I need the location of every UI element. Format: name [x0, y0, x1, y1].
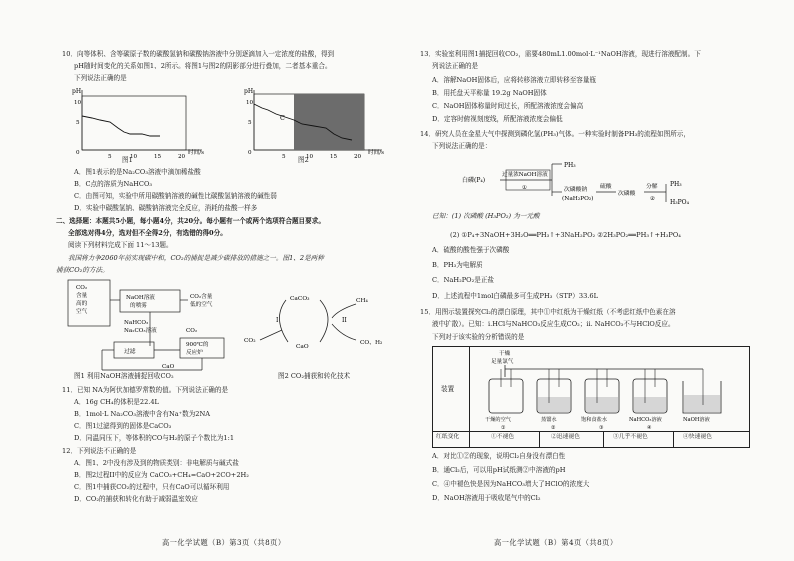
q12-option-d: D．CO₂的捕获和转化有助于减弱温室效应	[74, 495, 198, 503]
q11-option-a: A．16g CH₄的体积是22.4L	[74, 398, 159, 406]
q13-option-a: A．溶解NaOH固体后，应将转移溶液立即转移至容量瓶	[432, 76, 597, 84]
flask-1-label: 干燥的空气	[485, 417, 511, 423]
solids-label-2: Na₂CO₃溶液	[124, 328, 157, 334]
q10-stem-line1: 10．向等体积、含等碳原子数的碳酸氢钠和碳酸钠溶液中分别逐滴加入一定浓度的盐酸，得到	[62, 50, 335, 58]
q14-option-a: A．硫酸的酸性强于次磷酸	[432, 246, 510, 254]
fig1-xtick-10: 10	[130, 154, 138, 160]
q13-option-d: D．定容时俯视刻度线，所配溶液浓度会偏低	[432, 115, 563, 123]
result-4: ④快速褪色	[683, 434, 712, 440]
flask-3-label: 饱和食盐水	[581, 417, 607, 423]
q11-option-b: B．1mol·L Na₂CO₃溶液中含有Na⁺数为2NA	[74, 410, 211, 418]
fig2-ytick-0: 0	[248, 150, 252, 156]
material-line1: 我国将力争2060年前实现碳中和，CO₂的捕捉是减少碳排放的措施之一。图1、2是两种	[68, 254, 324, 262]
flask-4-label: NaHCO₃溶液	[629, 417, 662, 423]
cao-return-label: CaO	[162, 364, 175, 370]
cycle-caco3: CaCO₃	[290, 296, 310, 302]
q10-option-c: C．由图可知，实验中所用碳酸钠溶液的碱性比碳酸氢钠溶液的碱性弱	[74, 192, 277, 200]
air-label-2: 含量	[76, 293, 88, 299]
result-3: ③几乎不褪色	[613, 434, 648, 440]
fig1-xtick-15: 15	[154, 154, 162, 160]
result-2: ②迅速褪色	[551, 434, 580, 440]
flask-1-num: ①	[501, 425, 506, 431]
section2-scoring: 全部选对得4分，选对但不全得2分，有选错的得0分。	[68, 229, 227, 237]
conversion-cycle-diagram	[242, 290, 402, 370]
flask-3	[581, 369, 619, 431]
q13-option-b: B．用托盘天平称量 19.2g NaOH固体	[432, 89, 547, 97]
q10-figure2	[242, 84, 402, 164]
low-air-label-2: 低的空气	[190, 302, 213, 308]
q11-option-d: D．同温同压下，等体积的CO与H₂的原子个数比为1:1	[74, 434, 235, 442]
flask-4	[629, 369, 667, 431]
fig2-shaded-region	[294, 94, 364, 150]
q10-option-b: B．C点的溶质为NaHCO₃	[74, 180, 152, 188]
fig2-ytick-10: 10	[246, 100, 254, 106]
q10-option-d: D．实验中碳酸氢钠、碳酸钠溶液完全反应，消耗的盐酸一样多	[74, 204, 258, 212]
q12-option-c: C．图1中捕获CO₂的过程中，只有CaO可以循环利用	[74, 483, 230, 491]
beaker-naoh	[683, 369, 721, 423]
q15-option-a: A．对比①②的现象，说明Cl₂自身没有漂白性	[432, 452, 566, 460]
flow-reagent: 过量浓NaOH溶液	[502, 172, 548, 178]
q10-figure1	[70, 84, 220, 164]
gas-label-1: 干燥	[499, 351, 511, 357]
flow-acid: 硫酸	[600, 184, 612, 190]
fig2-xlabel: 时间/s	[368, 150, 384, 156]
q14-option-c: C．NaH₂PO₂是正盐	[432, 276, 494, 284]
q15-option-b: B．通Cl₂后，可以用pH试纸测②中溶液的pH	[432, 466, 566, 474]
flow-acid-product: 次磷酸	[618, 191, 636, 197]
q14-option-b: B．PH₃为电解质	[432, 261, 483, 269]
conversion-cycle-caption: 图2 CO₂捕获和转化技术	[278, 372, 351, 380]
fig2-point-c: C	[280, 114, 285, 122]
fig1-caption: 图1	[122, 156, 133, 164]
fig1-ytick-10: 10	[74, 100, 82, 106]
flow-mid-2: (NaH₂PO₂)	[562, 196, 594, 202]
filter-label: 过滤	[124, 349, 136, 355]
q15-option-c: C．④中褪色快是因为NaHCO₃增大了HClO的浓度大	[432, 480, 590, 488]
q10-stem-line2: pH随时间变化的关系如图1、2所示。将图1与图2的阴影部分进行叠加，二者基本重合。	[74, 62, 332, 70]
furnace-label-2: 反应炉	[186, 350, 203, 356]
flask-4-num: ④	[647, 425, 652, 431]
q14-stem-line1: 14．研究人员在金星大气中探测到磷化氢(PH₃)气体。一种实验时制备PH₃的流程如图所示，	[420, 130, 690, 138]
q11-option-c: C．图1过滤得到的固体是CaCO₃	[74, 422, 172, 430]
fig2-caption: 图2	[298, 156, 309, 164]
furnace-label-1: 900℃的	[186, 342, 209, 348]
flask-2-num: ②	[551, 425, 556, 431]
sprayer-box	[120, 290, 180, 312]
q12-option-b: B．图2过程II中的反应为 CaCO₃+CH₄=CaO+2CO+2H₂	[74, 471, 249, 479]
fig1-xtick-5: 5	[108, 154, 112, 160]
cycle-cao: CaO	[296, 344, 309, 350]
q15-option-d: D．NaOH溶液用于吸收尾气中的Cl₂	[432, 494, 541, 502]
fig1-ytick-5: 5	[76, 120, 80, 126]
q14-known-1: 已知：(1) 次磷酸 (H₃PO₂) 为一元酸	[432, 212, 540, 220]
flow-final-ph3: PH₃	[670, 181, 682, 188]
q14-known-2: (2) ①P₄+3NaOH+3H₂O══PH₃↑+3NaH₂PO₂ ②2H₃PO₂══PH₃↑+H₃PO₄	[450, 231, 681, 239]
flow-final-h3po4: H₃PO₄	[670, 199, 689, 206]
beaker-label: NaOH溶液	[683, 417, 710, 423]
left-page-footer: 高一化学试题（B）第3页（共8页）	[162, 538, 286, 547]
fig1-ytick-0: 0	[76, 150, 80, 156]
apparatus-drawing	[471, 347, 747, 431]
cycle-co2: CO₂	[244, 338, 256, 344]
q13-stem-line1: 13．实验室利用图1捕捉回收CO₂，需要480mL1.00mol·L⁻¹NaOH溶液，现进行溶液配制。下	[420, 50, 701, 58]
fig2-ylabel: pH	[244, 88, 254, 95]
apparatus-label: 装置	[441, 385, 455, 393]
air-label-3: 高的	[76, 301, 88, 307]
flow-mid-1: 次磷酸钠	[564, 187, 588, 193]
material-line2: 捕获CO₂的方法。	[56, 266, 109, 274]
flask-1	[485, 369, 523, 431]
fig2-xtick-5: 5	[282, 154, 286, 160]
flask-3-num: ③	[599, 425, 604, 431]
ph3-flowchart	[460, 156, 700, 210]
flow-ph3-first: PH₃	[564, 162, 576, 169]
capture-diagram	[62, 276, 242, 376]
solids-label-1: NaHCO₃	[124, 320, 149, 326]
fig2-xtick-20: 20	[354, 154, 362, 160]
flow-step2: ②	[650, 196, 656, 202]
cycle-ch4: CH₄	[356, 298, 368, 304]
q12-option-a: A．图1、2中没有涉及到的物质类别：非电解质与碱式盐	[74, 459, 239, 467]
q10-stem-line3: 下列说法正确的是	[74, 74, 127, 82]
sprayer-label-1: NaOH溶液	[126, 295, 155, 301]
flask-2-label: 蒸馏水	[541, 417, 557, 423]
right-page-footer: 高一化学试题（B）第4页（共8页）	[494, 538, 618, 547]
gas-label-2: 足量氯气	[491, 359, 514, 365]
q15-stem-line1: 15．用图示装置探究Cl₂的漂白原理，其中①中红纸为干燥红纸（不考虑红纸中色素在溶	[420, 308, 676, 316]
cycle-step-2: II	[342, 317, 347, 324]
result-1: ①不褪色	[491, 434, 515, 440]
q14-option-d: D．上述流程中1mol白磷最多可生成PH₃（STP）33.6L	[432, 292, 598, 300]
q15-stem-line3: 下列对于该实验的分析错误的是	[432, 333, 525, 341]
co2-out-label: CO₂	[186, 328, 198, 334]
q14-stem-line2: 下列说法正确的是：	[432, 142, 492, 150]
air-label-4: 空气	[76, 309, 88, 315]
apparatus-table	[432, 346, 750, 448]
low-air-label-1: CO₂含量	[190, 294, 213, 300]
cycle-step-1: I	[276, 317, 279, 324]
fig1-ylabel: pH	[72, 88, 82, 95]
cycle-products: CO、H₂	[360, 340, 383, 346]
result-row-label: 红纸变化	[436, 434, 460, 440]
section2-reading: 阅读下列材料完成下面 11～13题。	[68, 241, 173, 249]
q12-stem: 12．下列说法不正确的是	[62, 447, 137, 455]
fig1-xlabel: 时间/s	[188, 150, 204, 156]
flow-decomp: 分解	[646, 184, 658, 190]
fig1-curve	[82, 116, 160, 136]
q13-option-c: C．NaOH固体称量时间过长，所配溶液浓度会偏高	[432, 102, 584, 110]
flask-2	[537, 369, 571, 431]
fig2-xtick-15: 15	[330, 154, 338, 160]
fig1-xtick-20: 20	[178, 154, 186, 160]
capture-diagram-caption: 图1 利用NaOH溶液捕捉回收CO₂	[74, 372, 174, 380]
q13-stem-line2: 列说法正确的是	[432, 62, 479, 70]
fig2-xtick-10: 10	[306, 154, 314, 160]
flow-step1: ①	[522, 185, 528, 191]
q10-option-a: A．图1表示的是Na₂CO₃溶液中滴加稀盐酸	[74, 168, 201, 176]
section2-heading: 二、选择题：本题共5小题，每小题4分，共20分。每小题有一个或两个选项符合题目要求。	[56, 217, 325, 225]
q15-stem-line2: 液中扩散）。已知：i.HCl与NaHCO₃反应生成CO₂；ii. NaHCO₃不与HClO反应。	[432, 320, 675, 328]
fig2-ytick-5: 5	[248, 120, 252, 126]
sprayer-label-2: 的喷雾	[130, 303, 147, 309]
flow-start: 白磷(P₄)	[462, 177, 486, 184]
q11-stem: 11．已知 NA为阿伏加德罗常数的值。下列说法正确的是	[62, 386, 229, 394]
air-label-1: CO₂	[76, 285, 88, 291]
